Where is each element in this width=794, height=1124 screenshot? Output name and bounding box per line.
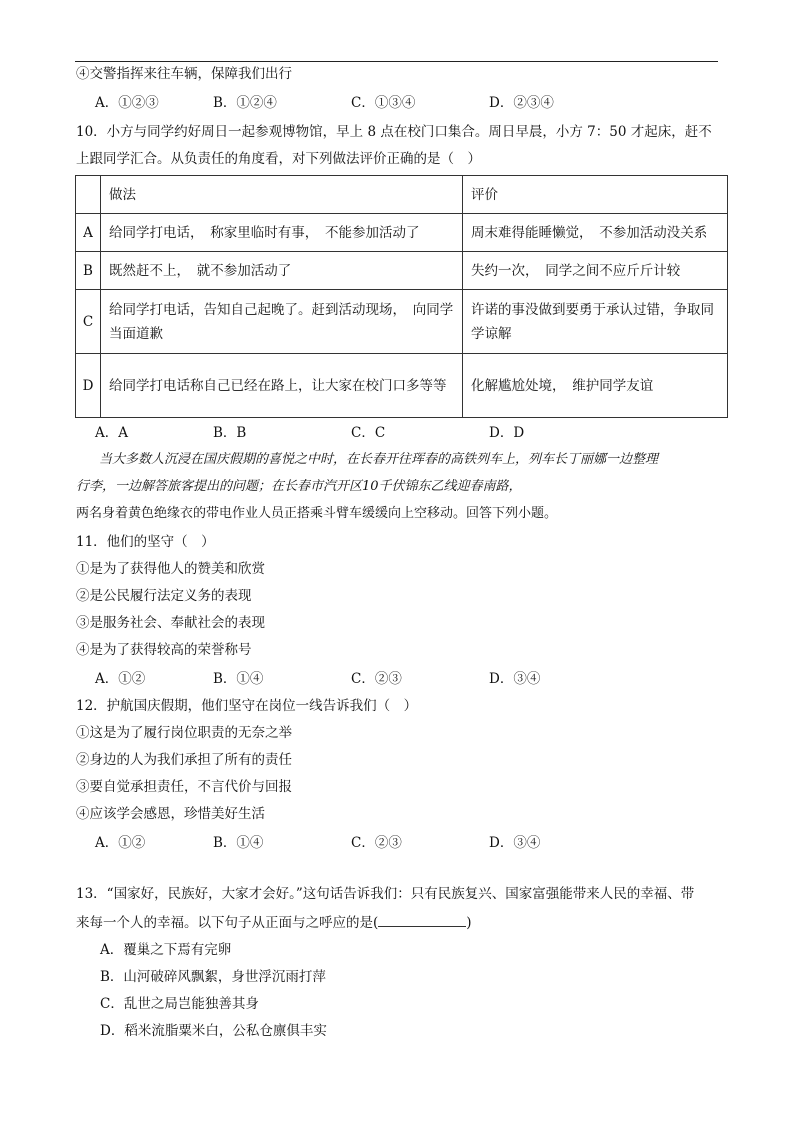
- q9-option-a[interactable]: A．①②③: [95, 95, 159, 111]
- header-rule: [75, 61, 718, 62]
- row-eval: 许诺的事没做到要勇于承认过错，争取同学谅解: [463, 290, 728, 354]
- q12-stem: 12．护航国庆假期，他们坚守在岗位一线告诉我们（ ）: [76, 698, 418, 714]
- q9-option-c[interactable]: C．①③④: [351, 95, 416, 111]
- q11-option-c[interactable]: C．②③: [351, 671, 402, 687]
- q10-option-c[interactable]: C．C: [351, 425, 386, 441]
- table-row: [76, 214, 728, 252]
- q13-stem-close: ): [466, 915, 472, 931]
- row-method: 给同学打电话，告知自己起晚了。赶到活动现场， 向同学当面道歉: [101, 290, 463, 354]
- table-header-eval: 评价: [463, 176, 728, 214]
- table-header-row: [76, 176, 728, 214]
- q9-item-4: ④交警指挥来往车辆，保障我们出行: [76, 66, 292, 82]
- q11-option-d[interactable]: D．③④: [489, 671, 541, 687]
- q11-option-a[interactable]: A．①②: [95, 671, 146, 687]
- table-row: [76, 354, 728, 418]
- q13-option-d[interactable]: D．稻米流脂粟米白，公私仓廪俱丰实: [100, 1023, 327, 1039]
- q12-item-3: ③要自觉承担责任，不言代价与回报: [76, 779, 292, 795]
- q13-stem-line1: 13．“国家好，民族好，大家才会好。”这句话告诉我们：只有民族复兴、国家富强能带来人民的幸福、带: [76, 886, 695, 902]
- q11-stem: 11．他们的坚守（ ）: [76, 534, 215, 550]
- q11-item-3: ③是服务社会、奉献社会的表现: [76, 615, 265, 631]
- row-eval: 失约一次， 同学之间不应斤斤计较: [463, 252, 728, 290]
- table-header-blank: [76, 176, 101, 214]
- answer-blank[interactable]: [378, 912, 466, 927]
- q13-option-c[interactable]: C．乱世之局岂能独善其身: [100, 996, 259, 1012]
- q13-stem-text: 来每一个人的幸福。以下句子从正面与之呼应的是(: [76, 915, 379, 931]
- q12-option-c[interactable]: C．②③: [351, 835, 402, 851]
- q12-item-1: ①这是为了履行岗位职责的无奈之举: [76, 725, 292, 741]
- q11-item-2: ②是公民履行法定义务的表现: [76, 588, 252, 604]
- row-method: 既然赶不上， 就不参加活动了: [101, 252, 463, 290]
- q10-stem-line1: 10．小方与同学约好周日一起参观博物馆，早上 8 点在校门口集合。周日早晨，小方 7：50 才起床，赶不: [76, 124, 712, 140]
- q13-option-b[interactable]: B．山河破碎风飘絮，身世浮沉雨打萍: [100, 969, 326, 985]
- q13-option-a[interactable]: A．覆巢之下焉有完卵: [100, 942, 232, 958]
- row-letter: C: [76, 290, 101, 354]
- q10-table: [75, 175, 728, 418]
- q12-option-a[interactable]: A．①②: [95, 835, 146, 851]
- row-method: 给同学打电话， 称家里临时有事， 不能参加活动了: [101, 214, 463, 252]
- q11-item-4: ④是为了获得较高的荣誉称号: [76, 642, 252, 658]
- row-letter: B: [76, 252, 101, 290]
- q13-stem-line2: [76, 912, 472, 933]
- q10-option-d[interactable]: D．D: [489, 425, 525, 441]
- passage-line3: 两名身着黄色绝缘衣的带电作业人员正搭乘斗臂车缓缓向上空移动。回答下列小题。: [76, 506, 558, 521]
- q10-option-b[interactable]: B．B: [213, 425, 247, 441]
- row-eval: 化解尴尬处境， 维护同学友谊: [463, 354, 728, 418]
- q9-option-d[interactable]: D．②③④: [489, 95, 554, 111]
- passage-line1: 当大多数人沉浸在国庆假期的喜悦之中时，在长春开往珲春的高铁列车上，列车长丁丽娜一边整理: [99, 452, 659, 467]
- row-letter: D: [76, 354, 101, 418]
- row-method: 给同学打电话称自己已经在路上，让大家在校门口多等等: [101, 354, 463, 418]
- table-row: [76, 290, 728, 354]
- q9-option-b[interactable]: B．①②④: [213, 95, 277, 111]
- q10-stem-line2: 上跟同学汇合。从负责任的角度看，对下列做法评价正确的是（ ）: [76, 151, 481, 167]
- table-row: [76, 252, 728, 290]
- row-eval: 周末难得能睡懒觉， 不参加活动没关系: [463, 214, 728, 252]
- passage-line2: 行李，一边解答旅客提出的问题；在长春市汽开区10千伏锦东乙线迎春南路，: [76, 479, 522, 494]
- q12-option-b[interactable]: B．①④: [213, 835, 264, 851]
- q12-option-d[interactable]: D．③④: [489, 835, 541, 851]
- q11-option-b[interactable]: B．①④: [213, 671, 264, 687]
- q11-item-1: ①是为了获得他人的赞美和欣赏: [76, 561, 265, 577]
- q12-item-4: ④应该学会感恩，珍惜美好生活: [76, 806, 265, 822]
- row-letter: A: [76, 214, 101, 252]
- q12-item-2: ②身边的人为我们承担了所有的责任: [76, 752, 292, 768]
- table-header-method: 做法: [101, 176, 463, 214]
- q10-option-a[interactable]: A．A: [95, 425, 128, 441]
